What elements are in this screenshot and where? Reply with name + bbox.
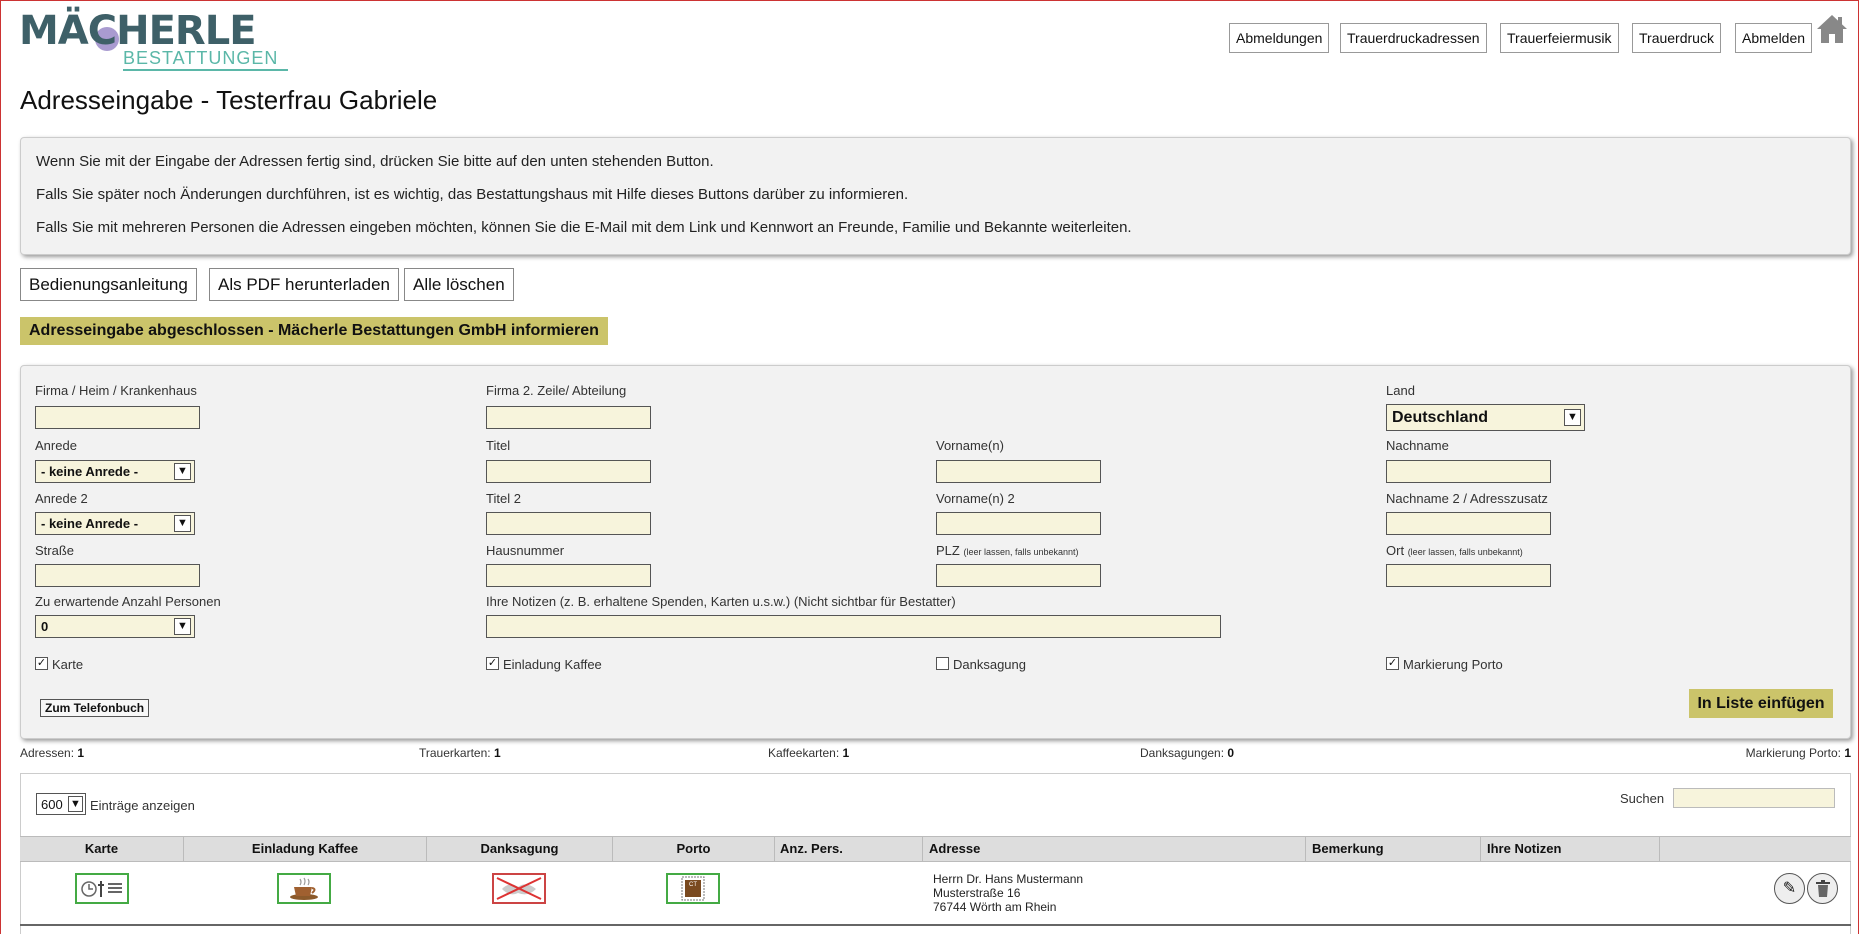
info-text-2: Falls Sie später noch Änderungen durchführen, ist es wichtig, das Bestattungshaus mit Hilfe dieses Buttons darüber zu informieren. — [36, 186, 909, 203]
ort-hint: (leer lassen, falls unbekannt) — [1407, 547, 1523, 557]
personen-select[interactable] — [35, 615, 195, 638]
col-anz-pers[interactable]: Anz. Pers. — [775, 837, 923, 861]
trash-icon[interactable] — [1807, 873, 1838, 904]
porto-stamp-icon[interactable] — [666, 873, 720, 904]
stat-porto — [1746, 746, 1851, 760]
nachname-input[interactable] — [1386, 460, 1551, 483]
col-porto[interactable]: Porto — [613, 837, 775, 861]
logo-subtext: BESTATTUNGEN — [123, 48, 279, 68]
stat-danksagungen — [1140, 746, 1234, 760]
nav-abmelden-button[interactable]: Abmelden — [1735, 23, 1812, 53]
anrede-select-value: - keine Anrede - — [41, 464, 139, 479]
nachname-label: Nachname — [1386, 438, 1449, 453]
titel-input[interactable] — [486, 460, 651, 483]
col-bemerkung[interactable]: Bemerkung — [1306, 837, 1481, 861]
stat-trauerkarten-label: Trauerkarten: — [419, 746, 491, 760]
anrede-label: Anrede — [35, 438, 77, 453]
land-select-value: Deutschland — [1392, 409, 1489, 426]
stat-danksagungen-value: 0 — [1227, 746, 1235, 760]
stat-danksagungen-label: Danksagungen: — [1140, 746, 1225, 760]
kaffee-checkbox[interactable]: ✓ — [487, 657, 498, 669]
anrede2-label: Anrede 2 — [35, 491, 88, 506]
chevron-down-icon: ▼ — [174, 618, 191, 635]
hausnummer-label: Hausnummer — [486, 543, 565, 558]
coffee-cup-icon[interactable] — [277, 873, 331, 904]
plz-hint: (leer lassen, falls unbekannt) — [963, 547, 1079, 557]
strasse-input[interactable] — [35, 564, 200, 587]
chevron-down-icon: ▼ — [68, 796, 83, 812]
stat-kaffeekarten-value: 1 — [842, 746, 850, 760]
address-line-1: Herrn Dr. Hans Mustermann — [933, 872, 1084, 886]
svg-text:CT: CT — [689, 882, 697, 888]
personen-select-value: 0 — [41, 619, 49, 634]
land-select[interactable] — [1386, 404, 1585, 431]
chevron-down-icon: ▼ — [174, 515, 191, 532]
ort-label-text: Ort — [1386, 543, 1405, 558]
stat-adressen-value: 1 — [77, 746, 85, 760]
stat-trauerkarten-value: 1 — [493, 746, 501, 760]
logo-underline — [123, 69, 288, 71]
danksagung-disabled-icon[interactable] — [492, 873, 546, 904]
info-text-1: Wenn Sie mit der Eingabe der Adressen fertig sind, drücken Sie bitte auf den unten stehenden Button. — [36, 153, 714, 170]
notizen-input[interactable] — [486, 615, 1221, 638]
titel2-input[interactable] — [486, 512, 651, 535]
firma-input[interactable] — [35, 406, 200, 429]
nachname2-input[interactable] — [1386, 512, 1551, 535]
land-label: Land — [1386, 383, 1415, 398]
firma-label: Firma / Heim / Krankenhaus — [35, 383, 197, 398]
firma2-label: Firma 2. Zeile/ Abteilung — [486, 383, 627, 398]
search-input[interactable] — [1673, 788, 1835, 808]
page-size-value: 600 — [41, 797, 63, 812]
pdf-download-button[interactable]: Als PDF herunterladen — [209, 268, 399, 301]
anrede2-select-value: - keine Anrede - — [41, 516, 139, 531]
page-title: Adresseingabe - Testerfrau Gabriele — [20, 85, 438, 115]
porto-checkbox[interactable]: ✓ — [1387, 657, 1398, 669]
danksagung-checkbox-label: Danksagung — [953, 657, 1026, 672]
page-size-select[interactable] — [36, 793, 86, 815]
info-text-3: Falls Sie mit mehreren Personen die Adressen eingeben möchten, können Sie die E-Mail mit dem Link und Kennwort an Freunde, Familie und Bekannte weiterleiten. — [36, 219, 1132, 236]
nav-trauerfeiermusik-button[interactable]: Trauerfeiermusik — [1500, 23, 1619, 53]
col-karte[interactable]: Karte — [20, 837, 184, 861]
table-header — [20, 836, 1851, 862]
pencil-icon[interactable]: ✎ — [1774, 873, 1805, 904]
personen-label: Zu erwartende Anzahl Personen — [35, 594, 221, 609]
karte-checkbox-label: Karte — [52, 657, 84, 672]
col-adresse[interactable]: Adresse — [923, 837, 1306, 861]
vorname2-label: Vorname(n) 2 — [936, 491, 1015, 506]
plz-input[interactable] — [936, 564, 1101, 587]
chevron-down-icon: ▼ — [174, 463, 191, 480]
insert-into-list-button[interactable]: In Liste einfügen — [1689, 689, 1833, 718]
ort-label — [1386, 543, 1523, 558]
porto-checkbox-label: Markierung Porto — [1403, 657, 1503, 672]
nav-trauerdruck-button[interactable]: Trauerdruck — [1632, 23, 1721, 53]
titel2-label: Titel 2 — [486, 491, 521, 506]
stat-kaffeekarten — [768, 746, 849, 760]
logo-text: MÄCHERLE — [19, 8, 256, 54]
company-logo — [19, 9, 279, 67]
plz-label — [936, 543, 1079, 558]
manual-button[interactable]: Bedienungsanleitung — [20, 268, 197, 301]
home-icon[interactable] — [1815, 13, 1849, 45]
vorname-label: Vorname(n) — [936, 438, 1004, 453]
ort-input[interactable] — [1386, 564, 1551, 587]
col-danksagung[interactable]: Danksagung — [427, 837, 613, 861]
notify-undertaker-button[interactable]: Adresseingabe abgeschlossen - Mächerle Bestattungen GmbH informieren — [20, 317, 608, 345]
stat-trauerkarten — [419, 746, 501, 760]
delete-all-button[interactable]: Alle löschen — [404, 268, 514, 301]
stat-adressen-label: Adressen: — [20, 746, 75, 760]
anrede-select[interactable] — [35, 460, 195, 483]
firma2-input[interactable] — [486, 406, 651, 429]
page-size-label: Einträge anzeigen — [90, 798, 195, 813]
info-box — [20, 137, 1851, 255]
anrede2-select[interactable] — [35, 512, 195, 535]
strasse-label: Straße — [35, 543, 75, 558]
danksagung-checkbox[interactable] — [936, 657, 949, 670]
vorname-input[interactable] — [936, 460, 1101, 483]
address-line-2: Musterstraße 16 — [933, 886, 1021, 900]
stat-kaffeekarten-label: Kaffeekarten: — [768, 746, 840, 760]
stat-porto-value: 1 — [1844, 746, 1851, 760]
table-row-divider — [20, 924, 1851, 926]
chevron-down-icon: ▼ — [1564, 409, 1581, 426]
nav-abmeldungen-button[interactable]: Abmeldungen — [1229, 23, 1329, 53]
kaffee-checkbox-label: Einladung Kaffee — [503, 657, 602, 672]
address-line-3: 76744 Wörth am Rhein — [933, 900, 1057, 914]
col-ihre-notizen[interactable]: Ihre Notizen — [1481, 837, 1660, 861]
notizen-label: Ihre Notizen (z. B. erhaltene Spenden, Karten u.s.w.) (Nicht sichtbar für Bestatter) — [486, 594, 956, 609]
table-row-address — [933, 872, 1083, 914]
nav-trauerdruckadressen-button[interactable]: Trauerdruckadressen — [1340, 23, 1487, 53]
vorname2-input[interactable] — [936, 512, 1101, 535]
nachname2-label: Nachname 2 / Adresszusatz — [1386, 491, 1548, 506]
stat-porto-label: Markierung Porto: — [1745, 746, 1841, 760]
phonebook-button[interactable]: Zum Telefonbuch — [40, 699, 149, 717]
plz-label-text: PLZ — [936, 543, 960, 558]
titel-label: Titel — [486, 438, 511, 453]
search-label: Suchen — [1620, 791, 1665, 806]
stat-adressen — [20, 746, 84, 760]
col-einladung-kaffee[interactable]: Einladung Kaffee — [184, 837, 427, 861]
karte-card-icon[interactable] — [75, 873, 129, 904]
hausnummer-input[interactable] — [486, 564, 651, 587]
karte-checkbox[interactable]: ✓ — [36, 657, 47, 669]
